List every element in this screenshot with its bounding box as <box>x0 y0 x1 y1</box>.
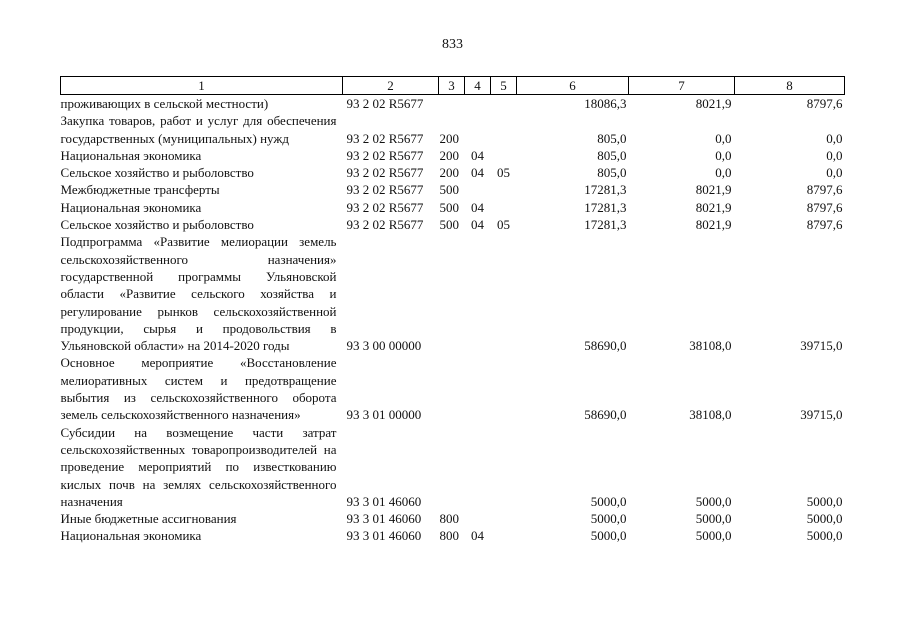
row-amount-col6: 5000,0 <box>590 511 627 527</box>
row-amount-col7: 8021,9 <box>695 182 732 198</box>
row-target-article: 93 2 02 R5677 <box>346 165 424 181</box>
row-target-article: 93 2 02 R5677 <box>346 130 424 146</box>
row-expense-type <box>439 354 465 423</box>
row-expense-type: 500 <box>439 199 459 215</box>
row-section <box>465 233 491 354</box>
row-target-article: 93 2 02 R5677 <box>346 147 424 163</box>
header-col-5: 5 <box>491 77 517 95</box>
row-target-article: 93 2 02 R5677 <box>346 199 424 215</box>
row-subsection <box>491 233 517 354</box>
row-amount-col6: 805,0 <box>597 130 627 146</box>
row-section <box>465 424 491 510</box>
row-expense-type: 500 <box>439 182 459 198</box>
row-section: 04 <box>471 217 484 233</box>
row-target-article: 93 2 02 R5677 <box>346 217 424 233</box>
row-section: 04 <box>471 165 484 181</box>
row-section: 04 <box>471 528 484 544</box>
row-amount-col8: 0,0 <box>826 165 843 181</box>
row-amount-col7: 38108,0 <box>689 338 732 354</box>
table-body <box>61 95 845 545</box>
row-amount-col7: 38108,0 <box>689 407 732 423</box>
row-expense-type: 200 <box>439 147 459 163</box>
row-subsection <box>491 510 517 527</box>
row-name: Межбюджетные трансферты <box>60 182 220 198</box>
row-section: 04 <box>471 199 484 215</box>
budget-table <box>60 76 845 545</box>
row-amount-col8: 5000,0 <box>806 493 843 509</box>
row-section: 04 <box>471 147 484 163</box>
row-expense-type: 200 <box>439 165 459 181</box>
row-amount-col7: 0,0 <box>715 147 732 163</box>
row-amount-col7: 5000,0 <box>695 528 732 544</box>
row-name: Иные бюджетные ассигнования <box>60 511 237 527</box>
header-col-3: 3 <box>439 77 465 95</box>
row-amount-col8: 5000,0 <box>806 528 843 544</box>
header-col-1: 1 <box>61 77 343 95</box>
row-target-article: 93 3 01 46060 <box>346 528 422 544</box>
row-amount-col6: 17281,3 <box>584 182 627 198</box>
row-amount-col6: 805,0 <box>597 165 627 181</box>
table-row <box>61 181 845 198</box>
row-name: Основное мероприятие «Восстановление мелиоративных систем и предотвращение выбытия из сельскохозяйственного оборота земель сельскохозяйственного назначения» <box>60 355 337 423</box>
row-amount-col6: 5000,0 <box>590 493 627 509</box>
row-amount-col7: 5000,0 <box>695 511 732 527</box>
row-name: Субсидии на возмещение части затрат сельскохозяйственных товаропроизводителей на проведение мероприятий по известкованию кислых почв на землях сельскохозяйственного назначения <box>60 424 337 509</box>
row-amount-col8: 0,0 <box>826 130 843 146</box>
row-subsection: 05 <box>497 165 510 181</box>
row-name: Национальная экономика <box>60 528 202 544</box>
row-amount-col8: 8797,6 <box>806 96 843 111</box>
row-expense-type: 500 <box>439 217 459 233</box>
row-amount-col6: 58690,0 <box>584 407 627 423</box>
row-amount-col7: 0,0 <box>715 165 732 181</box>
header-col-2: 2 <box>343 77 439 95</box>
row-target-article: 93 2 02 R5677 <box>346 182 424 198</box>
table-row <box>61 147 845 164</box>
table-row <box>61 233 845 354</box>
row-amount-col6: 5000,0 <box>590 528 627 544</box>
row-section <box>465 95 491 113</box>
row-amount-col6: 17281,3 <box>584 217 627 233</box>
row-expense-type: 800 <box>439 511 459 527</box>
row-name: Национальная экономика <box>60 147 202 163</box>
page-number: 833 <box>442 37 463 52</box>
row-subsection <box>491 181 517 198</box>
table-row <box>61 95 845 113</box>
row-amount-col8: 39715,0 <box>800 407 843 423</box>
row-section <box>465 510 491 527</box>
row-amount-col7: 0,0 <box>715 130 732 146</box>
row-expense-type <box>439 233 465 354</box>
row-amount-col8: 0,0 <box>826 147 843 163</box>
table-row <box>61 527 845 544</box>
row-amount-col6: 805,0 <box>597 147 627 163</box>
row-name: проживающих в сельской местности) <box>60 96 269 111</box>
row-name: Национальная экономика <box>60 199 202 215</box>
row-subsection <box>491 112 517 147</box>
row-name: Подпрограмма «Развитие мелиорации земель сельскохозяйственного назначения» государственной программы Ульяновской области «Развитие сельского хозяйства и регулирование рынков сельскохозяйственной продукции, сырья и продовольствия в Ульяновской области» на 2014-2020 годы <box>60 234 337 354</box>
header-row <box>61 77 845 95</box>
row-expense-type: 200 <box>439 130 459 146</box>
row-subsection <box>491 95 517 113</box>
row-name: Закупка товаров, работ и услуг для обеспечения государственных (муниципальных) нужд <box>60 113 337 146</box>
row-amount-col7: 8021,9 <box>695 199 732 215</box>
row-target-article: 93 3 01 46060 <box>346 511 422 527</box>
row-target-article: 93 3 00 00000 <box>346 338 422 354</box>
row-section <box>465 112 491 147</box>
row-subsection <box>491 424 517 510</box>
row-amount-col7: 8021,9 <box>695 96 732 111</box>
row-expense-type <box>439 95 465 113</box>
table-row <box>61 510 845 527</box>
row-subsection: 05 <box>497 217 510 233</box>
row-amount-col6: 58690,0 <box>584 338 627 354</box>
row-subsection <box>491 199 517 216</box>
table-row <box>61 216 845 233</box>
row-target-article: 93 2 02 R5677 <box>346 96 424 111</box>
row-amount-col8: 39715,0 <box>800 338 843 354</box>
table-row <box>61 354 845 423</box>
row-amount-col7: 5000,0 <box>695 493 732 509</box>
row-subsection <box>491 147 517 164</box>
row-amount-col7: 8021,9 <box>695 217 732 233</box>
row-amount-col8: 8797,6 <box>806 217 843 233</box>
row-amount-col8: 8797,6 <box>806 182 843 198</box>
row-name: Сельское хозяйство и рыболовство <box>60 217 254 233</box>
table-row <box>61 424 845 510</box>
row-subsection <box>491 354 517 423</box>
row-section <box>465 181 491 198</box>
row-amount-col6: 18086,3 <box>584 96 627 111</box>
row-expense-type <box>439 424 465 510</box>
row-name: Сельское хозяйство и рыболовство <box>60 165 254 181</box>
table-row <box>61 164 845 181</box>
row-expense-type: 800 <box>439 528 459 544</box>
row-section <box>465 354 491 423</box>
header-col-7: 7 <box>629 77 735 95</box>
row-amount-col8: 5000,0 <box>806 511 843 527</box>
header-col-8: 8 <box>735 77 845 95</box>
header-col-4: 4 <box>465 77 491 95</box>
header-col-6: 6 <box>517 77 629 95</box>
row-subsection <box>491 527 517 544</box>
row-target-article: 93 3 01 00000 <box>346 407 422 423</box>
row-target-article: 93 3 01 46060 <box>346 493 422 509</box>
table-row <box>61 112 845 147</box>
row-amount-col8: 8797,6 <box>806 199 843 215</box>
table-row <box>61 199 845 216</box>
row-amount-col6: 17281,3 <box>584 199 627 215</box>
